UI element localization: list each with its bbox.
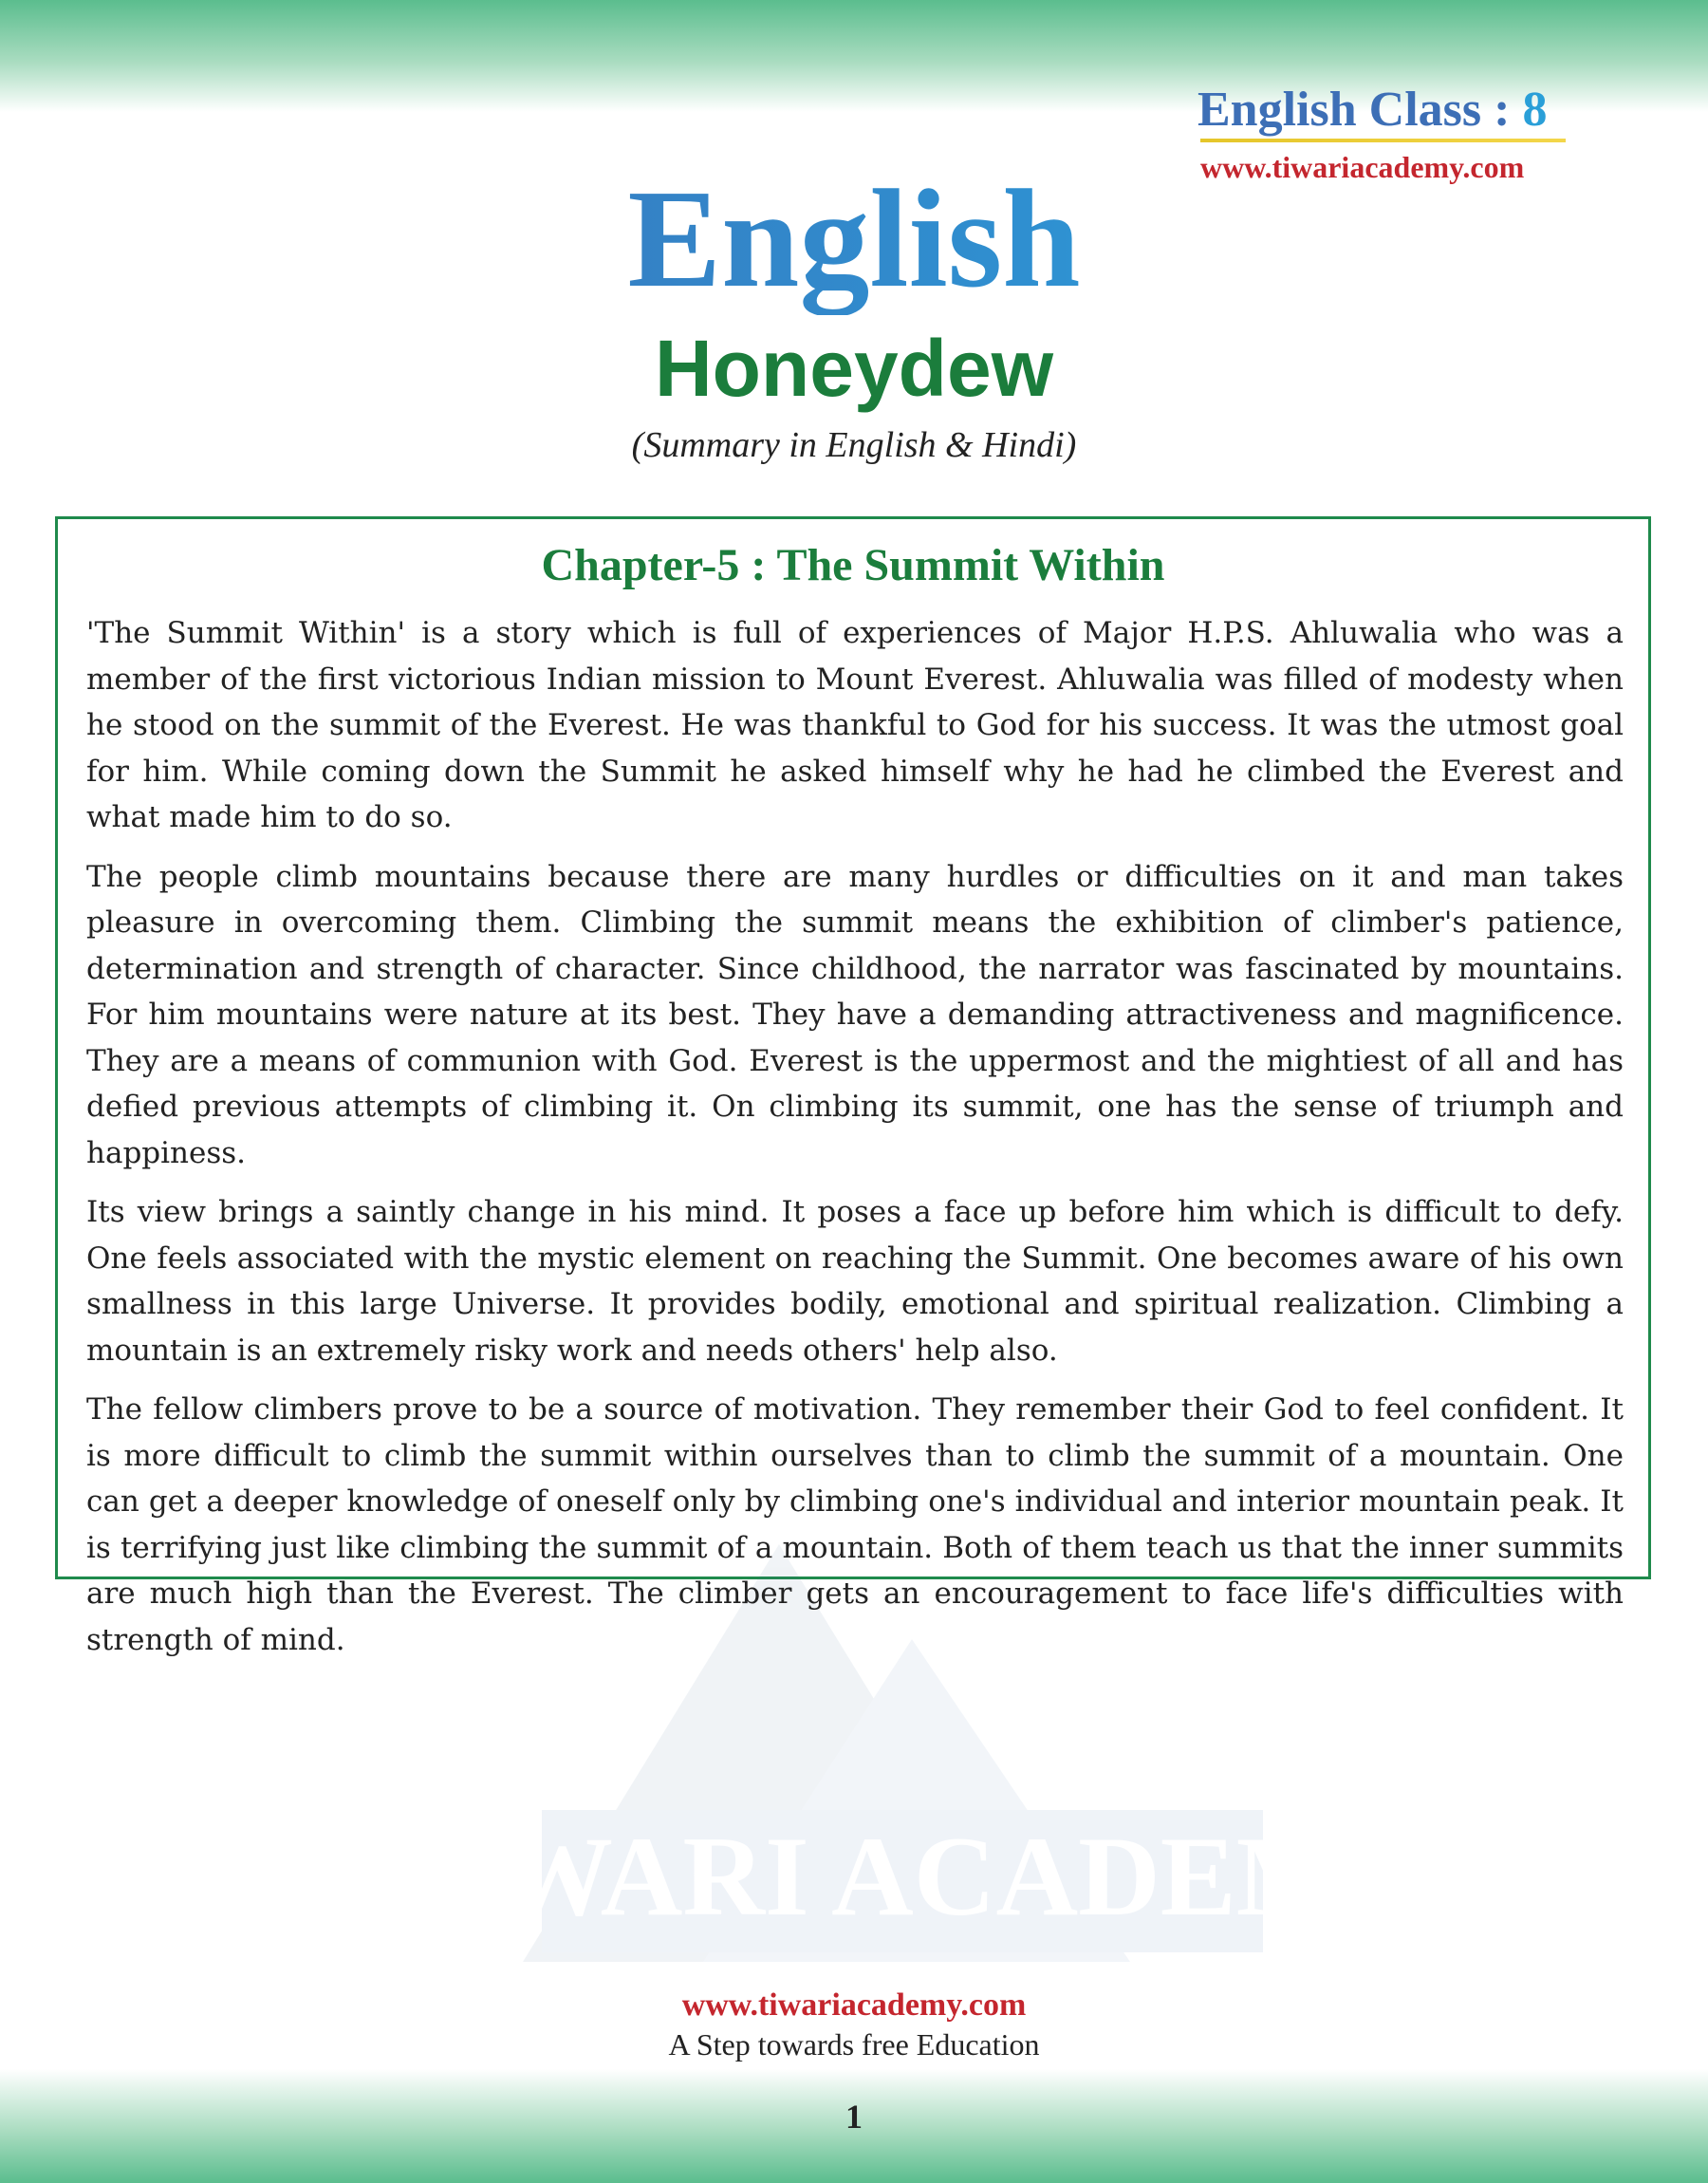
summary-note: (Summary in English & Hindi) [631, 425, 1077, 465]
watermark-text: TIWARI ACADEMY [379, 1813, 1426, 1939]
class-label-text: English Class : [1197, 83, 1523, 137]
paragraph: Its view brings a saintly change in his mind. It poses a face up before him which is difficult to defy. One feels associated with the mystic element on reaching the Summit. One becomes aware of his own smallness in this large Universe. It provides bodily, emotional and spiritual realization. Climbing a mountain is an extremely risky work and needs others' help also. [86, 1195, 1624, 1368]
page-number: 1 [845, 2098, 863, 2136]
chapter-title: Chapter-5 : The Summit Within [541, 540, 1165, 590]
class-underline [1200, 139, 1566, 142]
page-title: English [0, 163, 1708, 315]
book-subtitle: Honeydew [654, 324, 1054, 413]
class-number: 8 [1522, 83, 1548, 137]
footer-url-link[interactable]: www.tiwariacademy.com [681, 1987, 1027, 2023]
paragraph: The people climb mountains because there are many hurdles or difficulties on it and man takes pleasure in overcoming them. Climbing the summit means the exhibition of climber's patience, determination and strength of character. Since childhood, the narrator was fascinated by mountains. For him mountains were nature at its best. They have a demanding attractiveness and magnificence. They are a means of communion with God. Everest is the uppermost and the mightiest of all and has defied previous attempts of climbing it. On climbing its summit, one has the sense of triumph and happiness. [86, 859, 1624, 1170]
class-label [1197, 82, 1577, 139]
paragraph: The fellow climbers prove to be a source of motivation. They remember their God to feel confident. It is more difficult to climb the summit within ourselves than to climb the summit of a mountain. One can get a deeper knowledge of oneself only by climbing one's individual and interior mountain peak. It is terrifying just like climbing the summit of a mountain. Both of them teach us that the inner summits are much high than the Everest. The climber gets an encouragement to face life's difficulties with strength of mind. [86, 1392, 1624, 1657]
footer-tagline: A Step towards free Education [668, 2027, 1040, 2062]
chapter-body [86, 610, 1624, 1676]
paragraph: 'The Summit Within' is a story which is full of experiences of Major H.P.S. Ahluwalia who was a member of the first victorious Indian mission to Mount Everest. Ahluwalia was filled of modesty when he stood on the summit of the Everest. He was thankful to God for his success. It was the utmost goal for him. While coming down the Summit he asked himself why he had he climbed the Everest and what made him to do so. [86, 616, 1624, 834]
chapter-content-box [55, 516, 1651, 1939]
